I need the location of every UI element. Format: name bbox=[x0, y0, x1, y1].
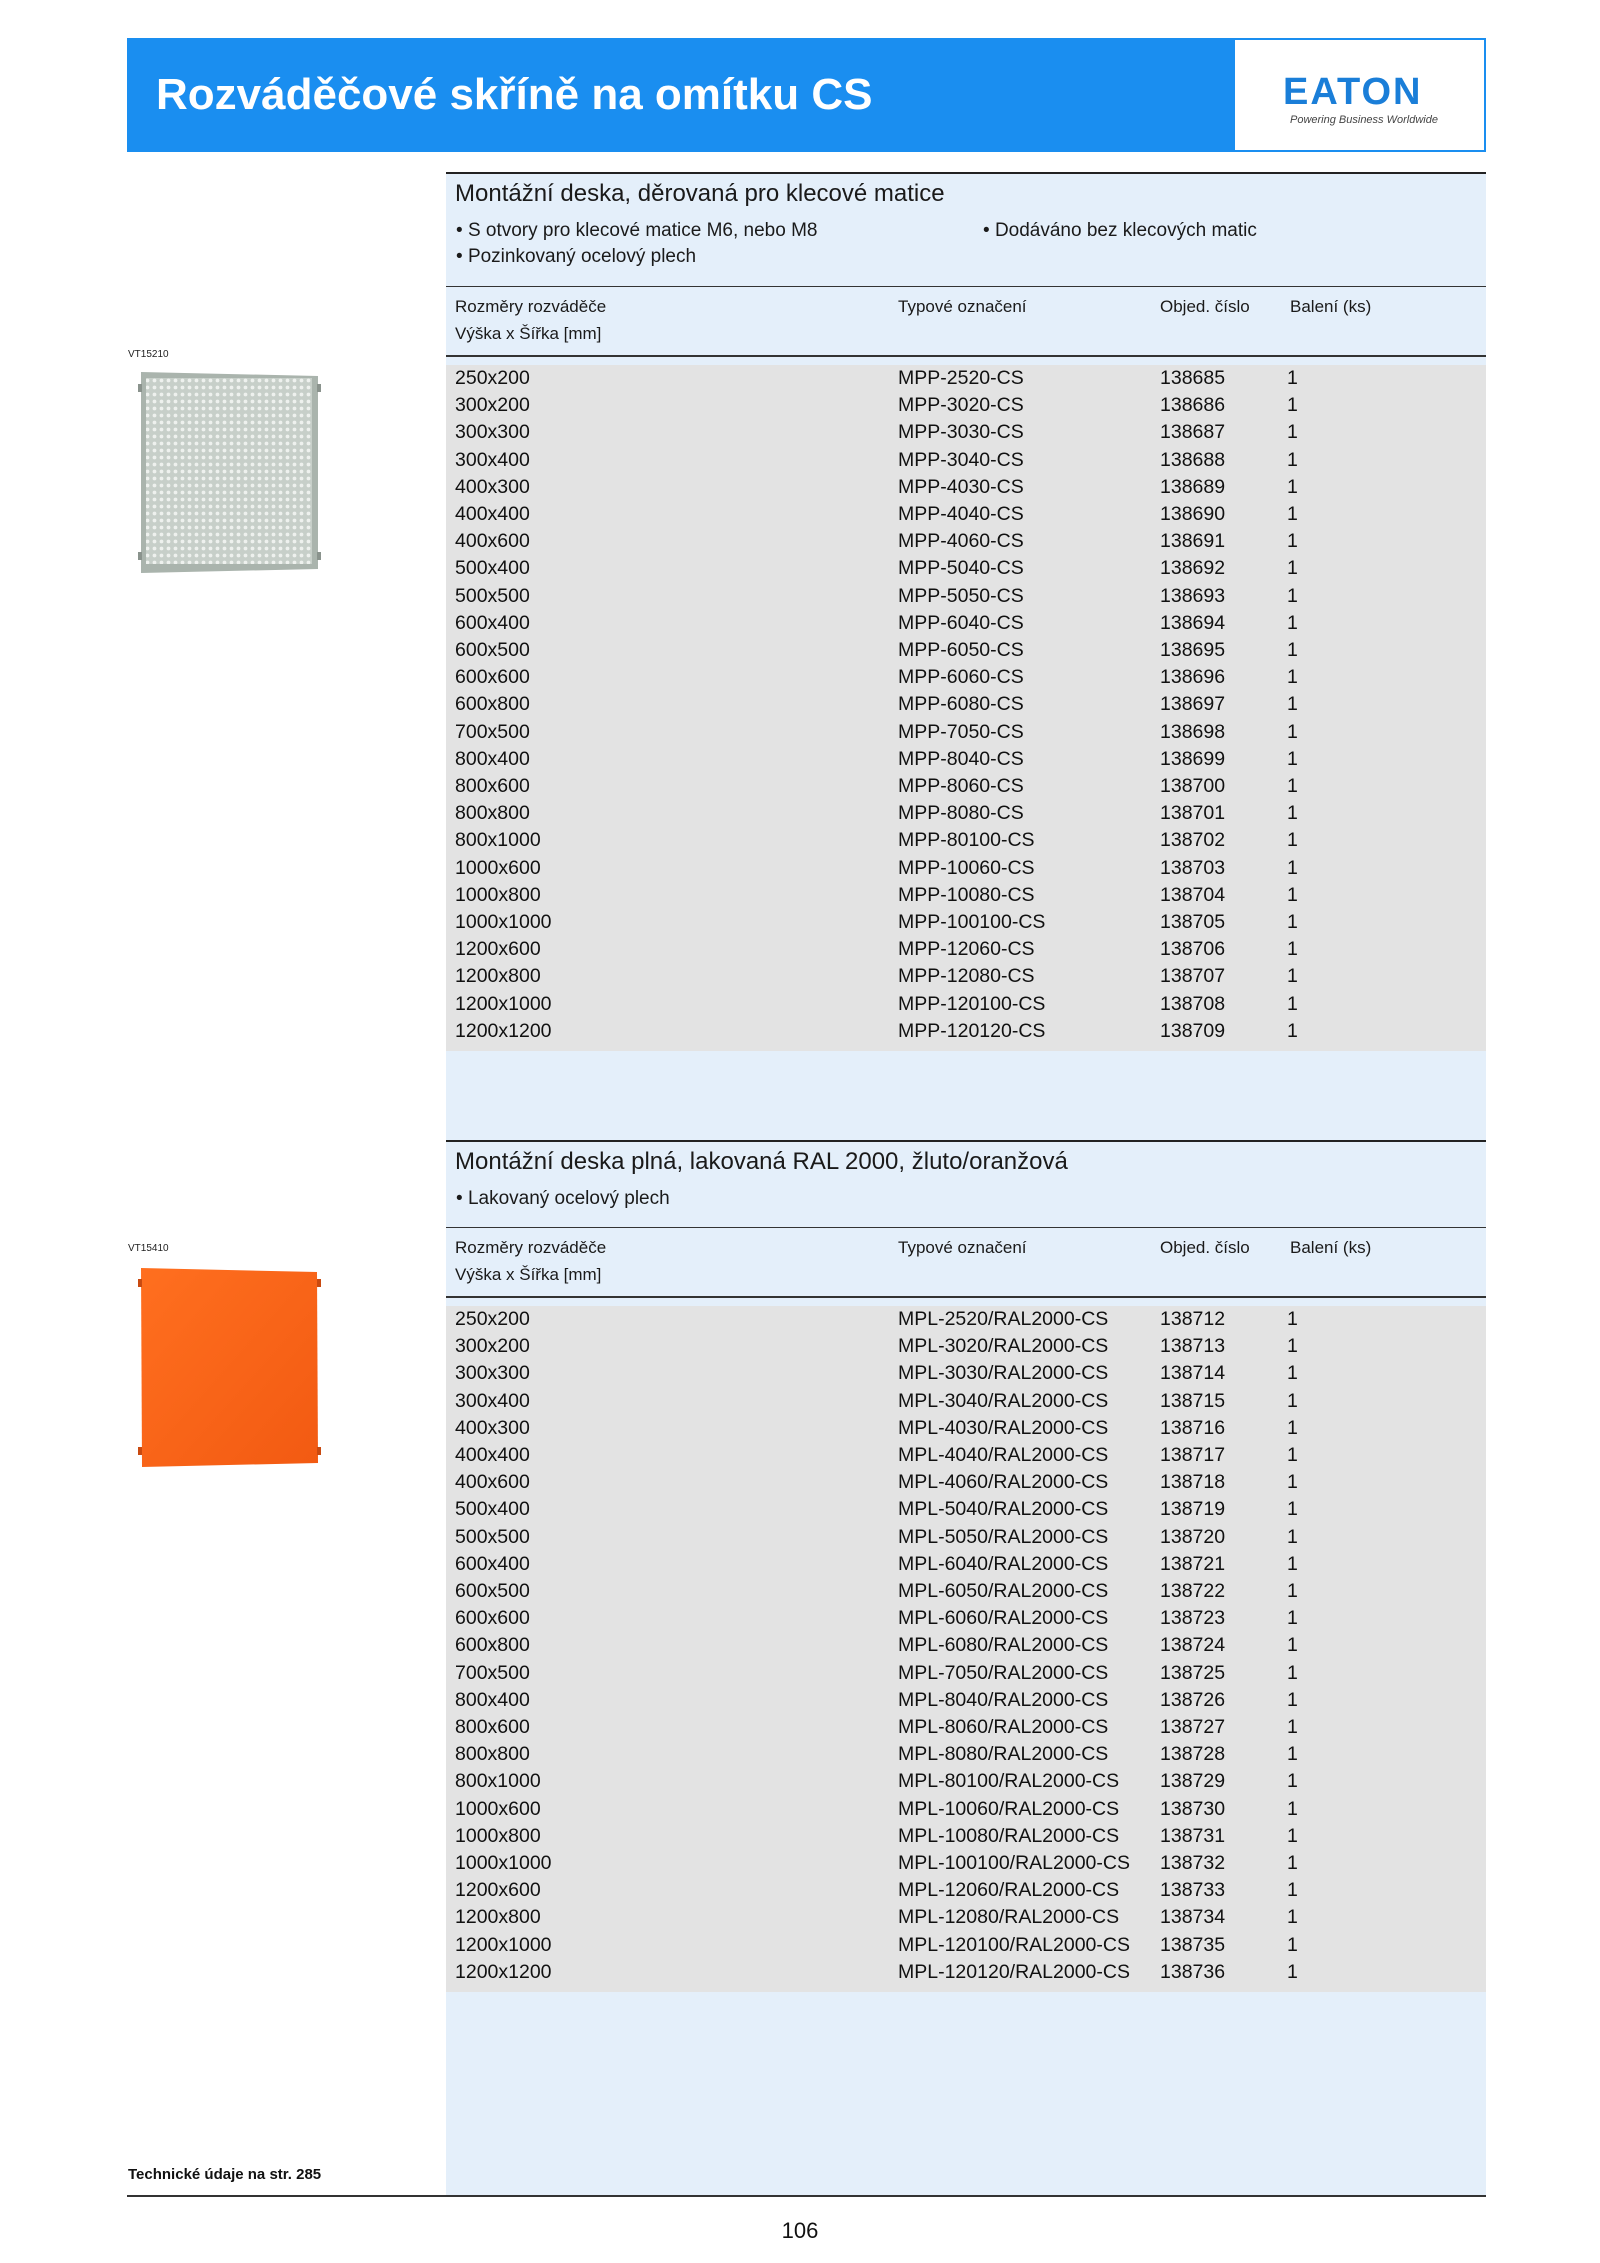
cell-order-number: 138726 bbox=[1160, 1688, 1226, 1711]
cell-type: MPL-120120/RAL2000-CS bbox=[898, 1960, 1130, 1983]
cell-pack: 1 bbox=[1287, 1416, 1298, 1439]
section2-title: Montážní deska plná, lakovaná RAL 2000, žluto/oranžová bbox=[455, 1148, 1068, 1175]
table-row bbox=[446, 365, 1486, 392]
cell-type: MPL-12080/RAL2000-CS bbox=[898, 1906, 1120, 1929]
cell-order-number: 138686 bbox=[1160, 394, 1226, 417]
cell-type: MPL-80100/RAL2000-CS bbox=[898, 1770, 1120, 1793]
cell-pack: 1 bbox=[1287, 1525, 1298, 1548]
cell-dimensions: 250x200 bbox=[455, 367, 530, 389]
cell-pack: 1 bbox=[1287, 1797, 1298, 1820]
cell-type: MPL-6080/RAL2000-CS bbox=[898, 1634, 1109, 1657]
cell-dimensions: 600x500 bbox=[455, 1580, 530, 1602]
cell-order-number: 138708 bbox=[1160, 992, 1226, 1015]
cell-dimensions: 1000x1000 bbox=[455, 1852, 552, 1874]
table-row bbox=[446, 1524, 1486, 1551]
cell-pack: 1 bbox=[1287, 530, 1298, 553]
cell-order-number: 138695 bbox=[1160, 639, 1226, 661]
cell-order-number: 138707 bbox=[1160, 965, 1226, 988]
cell-pack: 1 bbox=[1287, 693, 1298, 716]
section1-table-body bbox=[446, 365, 1486, 1051]
cell-order-number: 138727 bbox=[1160, 1716, 1226, 1738]
cell-pack: 1 bbox=[1287, 1824, 1298, 1847]
table-row bbox=[446, 1632, 1486, 1659]
table-row bbox=[446, 1904, 1486, 1931]
cell-pack: 1 bbox=[1287, 503, 1298, 525]
cell-order-number: 138706 bbox=[1160, 938, 1226, 961]
cell-dimensions: 1000x800 bbox=[455, 1824, 541, 1847]
cell-type: MPL-4040/RAL2000-CS bbox=[898, 1444, 1109, 1466]
cell-dimensions: 300x400 bbox=[455, 448, 530, 471]
column-header-order-number: Objed. číslo bbox=[1160, 1238, 1250, 1257]
cell-type: MPL-5050/RAL2000-CS bbox=[898, 1525, 1109, 1548]
cell-order-number: 138730 bbox=[1160, 1797, 1226, 1820]
cell-dimensions: 1000x800 bbox=[455, 883, 541, 906]
cell-pack: 1 bbox=[1287, 1471, 1298, 1494]
column-header-dimensions-unit: Výška x Šířka [mm] bbox=[455, 1265, 602, 1284]
cell-type: MPL-10080/RAL2000-CS bbox=[898, 1824, 1120, 1847]
cell-dimensions: 400x600 bbox=[455, 1471, 530, 1494]
cell-order-number: 138719 bbox=[1160, 1498, 1226, 1521]
table-row bbox=[446, 827, 1486, 854]
cell-pack: 1 bbox=[1287, 1960, 1298, 1983]
cell-dimensions: 300x200 bbox=[455, 394, 530, 417]
cell-dimensions: 1200x1200 bbox=[455, 1960, 552, 1983]
cell-dimensions: 1000x1000 bbox=[455, 911, 552, 933]
cell-dimensions: 400x400 bbox=[455, 1444, 530, 1466]
table-row bbox=[446, 1578, 1486, 1605]
cell-order-number: 138685 bbox=[1160, 367, 1226, 389]
column-header-dimensions-unit: Výška x Šířka [mm] bbox=[455, 324, 602, 343]
cell-pack: 1 bbox=[1287, 475, 1298, 498]
cell-pack: 1 bbox=[1287, 775, 1298, 797]
cell-order-number: 138731 bbox=[1160, 1824, 1226, 1847]
cell-pack: 1 bbox=[1287, 1335, 1298, 1358]
cell-type: MPL-5040/RAL2000-CS bbox=[898, 1498, 1109, 1521]
cell-type: MPL-4030/RAL2000-CS bbox=[898, 1416, 1109, 1439]
cell-pack: 1 bbox=[1287, 394, 1298, 417]
cell-pack: 1 bbox=[1287, 1019, 1298, 1042]
cell-order-number: 138696 bbox=[1160, 666, 1226, 689]
cell-order-number: 138724 bbox=[1160, 1634, 1226, 1657]
cell-type: MPP-7050-CS bbox=[898, 720, 1024, 743]
section2-table-body bbox=[446, 1306, 1486, 1992]
cell-dimensions: 600x800 bbox=[455, 693, 530, 716]
section1-bullet: • Dodáváno bez klecových matic bbox=[983, 220, 1257, 241]
cell-type: MPP-8060-CS bbox=[898, 775, 1024, 797]
table-row bbox=[446, 1877, 1486, 1904]
cell-pack: 1 bbox=[1287, 1634, 1298, 1657]
cell-pack: 1 bbox=[1287, 421, 1298, 444]
cell-pack: 1 bbox=[1287, 911, 1298, 933]
cell-order-number: 138716 bbox=[1160, 1416, 1226, 1439]
cell-type: MPL-120100/RAL2000-CS bbox=[898, 1933, 1130, 1956]
cell-pack: 1 bbox=[1287, 1607, 1298, 1630]
cell-dimensions: 800x400 bbox=[455, 747, 530, 770]
section2-bullet: • Lakovaný ocelový plech bbox=[456, 1188, 670, 1209]
cell-order-number: 138700 bbox=[1160, 775, 1226, 797]
table-row bbox=[446, 1741, 1486, 1768]
cell-pack: 1 bbox=[1287, 1688, 1298, 1711]
cell-dimensions: 300x400 bbox=[455, 1389, 530, 1412]
cell-order-number: 138717 bbox=[1160, 1444, 1226, 1466]
cell-dimensions: 800x400 bbox=[455, 1688, 530, 1711]
section2-top-rule bbox=[446, 1140, 1486, 1142]
table-row bbox=[446, 1932, 1486, 1959]
cell-dimensions: 1200x600 bbox=[455, 938, 541, 961]
cell-pack: 1 bbox=[1287, 611, 1298, 634]
cell-type: MPP-8040-CS bbox=[898, 747, 1024, 770]
cell-order-number: 138728 bbox=[1160, 1743, 1226, 1766]
section1-divider bbox=[446, 286, 1486, 287]
table-row bbox=[446, 447, 1486, 474]
table-row bbox=[446, 501, 1486, 528]
table-row bbox=[446, 419, 1486, 446]
table-row bbox=[446, 1768, 1486, 1795]
cell-order-number: 138732 bbox=[1160, 1852, 1226, 1874]
column-header-pack: Balení (ks) bbox=[1290, 297, 1372, 316]
cell-order-number: 138701 bbox=[1160, 802, 1226, 825]
column-header-type: Typové označení bbox=[898, 1238, 1027, 1257]
cell-pack: 1 bbox=[1287, 1444, 1298, 1466]
cell-order-number: 138712 bbox=[1160, 1308, 1226, 1330]
cell-dimensions: 600x600 bbox=[455, 666, 530, 689]
cell-order-number: 138725 bbox=[1160, 1661, 1226, 1684]
cell-order-number: 138705 bbox=[1160, 911, 1226, 933]
technical-data-footnote: Technické údaje na str. 285 bbox=[128, 2166, 322, 2183]
cell-dimensions: 500x500 bbox=[455, 1525, 530, 1548]
cell-type: MPP-120100-CS bbox=[898, 992, 1046, 1015]
cell-type: MPP-120120-CS bbox=[898, 1019, 1046, 1042]
cell-dimensions: 700x500 bbox=[455, 1661, 530, 1684]
footer-rule bbox=[127, 2195, 1486, 2197]
section1-title: Montážní deska, děrovaná pro klecové matice bbox=[455, 180, 945, 207]
table-row bbox=[446, 528, 1486, 555]
cell-pack: 1 bbox=[1287, 965, 1298, 988]
table-row bbox=[446, 1306, 1486, 1333]
cell-type: MPL-3030/RAL2000-CS bbox=[898, 1362, 1109, 1385]
cell-dimensions: 600x800 bbox=[455, 1634, 530, 1657]
cell-pack: 1 bbox=[1287, 1308, 1298, 1330]
cell-dimensions: 800x800 bbox=[455, 1743, 530, 1766]
section1-bullet: • S otvory pro klecové matice M6, nebo M8 bbox=[456, 220, 818, 241]
table-row bbox=[446, 392, 1486, 419]
table-row bbox=[446, 773, 1486, 800]
table-row bbox=[446, 1360, 1486, 1387]
cell-type: MPP-10080-CS bbox=[898, 883, 1035, 906]
table-row bbox=[446, 936, 1486, 963]
image-label-1: VT15210 bbox=[128, 349, 169, 360]
cell-pack: 1 bbox=[1287, 1580, 1298, 1602]
cell-type: MPP-3030-CS bbox=[898, 421, 1024, 444]
cell-pack: 1 bbox=[1287, 747, 1298, 770]
cell-order-number: 138722 bbox=[1160, 1580, 1226, 1602]
cell-dimensions: 800x600 bbox=[455, 775, 530, 797]
cell-type: MPL-6060/RAL2000-CS bbox=[898, 1607, 1109, 1630]
section2-header-rule bbox=[446, 1296, 1486, 1298]
cell-dimensions: 1200x600 bbox=[455, 1879, 541, 1902]
cell-dimensions: 500x500 bbox=[455, 584, 530, 607]
section2-divider bbox=[446, 1227, 1486, 1228]
table-row bbox=[446, 555, 1486, 582]
cell-dimensions: 1000x600 bbox=[455, 856, 541, 879]
cell-type: MPP-4030-CS bbox=[898, 475, 1024, 498]
cell-pack: 1 bbox=[1287, 1362, 1298, 1385]
table-row bbox=[446, 1018, 1486, 1045]
cell-order-number: 138687 bbox=[1160, 421, 1226, 444]
page-number: 106 bbox=[781, 2218, 819, 2243]
cell-type: MPP-12080-CS bbox=[898, 965, 1035, 988]
logo-tagline: Powering Business Worldwide bbox=[1290, 114, 1438, 126]
column-header-order-number: Objed. číslo bbox=[1160, 297, 1250, 316]
cell-type: MPP-6050-CS bbox=[898, 639, 1024, 661]
table-row bbox=[446, 963, 1486, 990]
table-row bbox=[446, 1333, 1486, 1360]
column-header-type: Typové označení bbox=[898, 297, 1027, 316]
logo-wordmark: EATON bbox=[1283, 71, 1423, 113]
cell-pack: 1 bbox=[1287, 938, 1298, 961]
table-row bbox=[446, 1660, 1486, 1687]
page-title: Rozváděčové skříně na omítku CS bbox=[156, 70, 873, 119]
table-row bbox=[446, 637, 1486, 664]
cell-dimensions: 600x400 bbox=[455, 611, 530, 634]
table-row bbox=[446, 664, 1486, 691]
cell-order-number: 138702 bbox=[1160, 829, 1226, 852]
cell-dimensions: 600x400 bbox=[455, 1552, 530, 1575]
cell-pack: 1 bbox=[1287, 1879, 1298, 1902]
table-row bbox=[446, 1469, 1486, 1496]
cell-type: MPP-6040-CS bbox=[898, 611, 1024, 634]
cell-dimensions: 250x200 bbox=[455, 1308, 530, 1330]
cell-type: MPP-5040-CS bbox=[898, 557, 1024, 580]
cell-type: MPL-6050/RAL2000-CS bbox=[898, 1580, 1109, 1602]
cell-pack: 1 bbox=[1287, 557, 1298, 580]
cell-type: MPP-3040-CS bbox=[898, 448, 1024, 471]
cell-type: MPP-12060-CS bbox=[898, 938, 1035, 961]
section1-top-rule bbox=[446, 172, 1486, 174]
eaton-logo bbox=[1235, 40, 1484, 150]
table-row bbox=[446, 1605, 1486, 1632]
table-row bbox=[446, 610, 1486, 637]
cell-pack: 1 bbox=[1287, 448, 1298, 471]
page-header bbox=[127, 38, 1486, 152]
cell-dimensions: 300x200 bbox=[455, 1335, 530, 1358]
cell-type: MPL-100100/RAL2000-CS bbox=[898, 1852, 1130, 1874]
table-row bbox=[446, 991, 1486, 1018]
cell-type: MPL-3020/RAL2000-CS bbox=[898, 1335, 1109, 1358]
cell-dimensions: 400x300 bbox=[455, 475, 530, 498]
cell-pack: 1 bbox=[1287, 856, 1298, 879]
cell-order-number: 138692 bbox=[1160, 557, 1226, 580]
table-row bbox=[446, 1415, 1486, 1442]
cell-type: MPP-2520-CS bbox=[898, 367, 1024, 389]
cell-pack: 1 bbox=[1287, 1716, 1298, 1738]
table-row bbox=[446, 1496, 1486, 1523]
perforated-plate-image bbox=[137, 370, 322, 575]
cell-pack: 1 bbox=[1287, 1933, 1298, 1956]
cell-pack: 1 bbox=[1287, 666, 1298, 689]
cell-pack: 1 bbox=[1287, 1743, 1298, 1766]
cell-pack: 1 bbox=[1287, 1906, 1298, 1929]
cell-order-number: 138736 bbox=[1160, 1960, 1226, 1983]
cell-dimensions: 500x400 bbox=[455, 557, 530, 580]
table-row bbox=[446, 882, 1486, 909]
cell-order-number: 138713 bbox=[1160, 1335, 1226, 1358]
cell-type: MPP-4060-CS bbox=[898, 530, 1024, 553]
cell-type: MPL-8060/RAL2000-CS bbox=[898, 1716, 1109, 1738]
cell-order-number: 138718 bbox=[1160, 1471, 1226, 1494]
cell-order-number: 138733 bbox=[1160, 1879, 1226, 1902]
cell-dimensions: 800x1000 bbox=[455, 1770, 541, 1793]
cell-pack: 1 bbox=[1287, 367, 1298, 389]
table-row bbox=[446, 1823, 1486, 1850]
cell-dimensions: 1200x1000 bbox=[455, 992, 552, 1015]
table-row bbox=[446, 1959, 1486, 1986]
cell-order-number: 138690 bbox=[1160, 503, 1226, 525]
cell-pack: 1 bbox=[1287, 584, 1298, 607]
section1-bullet: • Pozinkovaný ocelový plech bbox=[456, 246, 697, 267]
cell-dimensions: 700x500 bbox=[455, 720, 530, 743]
table-row bbox=[446, 1850, 1486, 1877]
cell-type: MPL-2520/RAL2000-CS bbox=[898, 1308, 1109, 1330]
cell-dimensions: 800x600 bbox=[455, 1716, 530, 1738]
column-header-pack: Balení (ks) bbox=[1290, 1238, 1372, 1257]
cell-order-number: 138721 bbox=[1160, 1552, 1226, 1575]
section1-header-rule bbox=[446, 355, 1486, 357]
cell-pack: 1 bbox=[1287, 1852, 1298, 1874]
cell-dimensions: 1200x800 bbox=[455, 1906, 541, 1929]
cell-pack: 1 bbox=[1287, 1389, 1298, 1412]
cell-type: MPP-6060-CS bbox=[898, 666, 1024, 689]
cell-type: MPL-8080/RAL2000-CS bbox=[898, 1743, 1109, 1766]
cell-pack: 1 bbox=[1287, 1661, 1298, 1684]
table-row bbox=[446, 855, 1486, 882]
cell-order-number: 138734 bbox=[1160, 1906, 1226, 1929]
cell-order-number: 138709 bbox=[1160, 1019, 1226, 1042]
cell-order-number: 138689 bbox=[1160, 475, 1226, 498]
cell-dimensions: 600x600 bbox=[455, 1607, 530, 1630]
cell-order-number: 138714 bbox=[1160, 1362, 1226, 1385]
cell-type: MPL-4060/RAL2000-CS bbox=[898, 1471, 1109, 1494]
cell-order-number: 138735 bbox=[1160, 1933, 1226, 1956]
cell-order-number: 138694 bbox=[1160, 611, 1226, 634]
column-header-dimensions: Rozměry rozváděče bbox=[455, 1238, 607, 1257]
cell-dimensions: 1200x800 bbox=[455, 965, 541, 988]
table-row bbox=[446, 1388, 1486, 1415]
table-row bbox=[446, 583, 1486, 610]
cell-dimensions: 1200x1000 bbox=[455, 1933, 552, 1956]
table-row bbox=[446, 1551, 1486, 1578]
cell-dimensions: 800x1000 bbox=[455, 829, 541, 852]
cell-dimensions: 400x600 bbox=[455, 530, 530, 553]
cell-order-number: 138693 bbox=[1160, 584, 1226, 607]
table-row bbox=[446, 719, 1486, 746]
table-row bbox=[446, 1796, 1486, 1823]
cell-type: MPL-10060/RAL2000-CS bbox=[898, 1797, 1120, 1820]
cell-pack: 1 bbox=[1287, 639, 1298, 661]
cell-type: MPP-5050-CS bbox=[898, 584, 1024, 607]
table-row bbox=[446, 1714, 1486, 1741]
cell-order-number: 138703 bbox=[1160, 856, 1226, 879]
cell-pack: 1 bbox=[1287, 1552, 1298, 1575]
image-label-2: VT15410 bbox=[128, 1243, 169, 1254]
cell-type: MPL-3040/RAL2000-CS bbox=[898, 1389, 1109, 1412]
cell-dimensions: 500x400 bbox=[455, 1498, 530, 1521]
table-row bbox=[446, 1687, 1486, 1714]
cell-order-number: 138723 bbox=[1160, 1607, 1226, 1630]
cell-pack: 1 bbox=[1287, 1498, 1298, 1521]
orange-plate-image bbox=[137, 1265, 322, 1470]
cell-dimensions: 600x500 bbox=[455, 639, 530, 661]
cell-order-number: 138698 bbox=[1160, 720, 1226, 743]
cell-dimensions: 1000x600 bbox=[455, 1797, 541, 1820]
table-row bbox=[446, 909, 1486, 936]
cell-pack: 1 bbox=[1287, 1770, 1298, 1793]
cell-type: MPP-4040-CS bbox=[898, 503, 1024, 525]
cell-pack: 1 bbox=[1287, 829, 1298, 852]
column-header-dimensions: Rozměry rozváděče bbox=[455, 297, 607, 316]
cell-dimensions: 300x300 bbox=[455, 421, 530, 444]
cell-order-number: 138729 bbox=[1160, 1770, 1226, 1793]
cell-type: MPL-12060/RAL2000-CS bbox=[898, 1879, 1120, 1902]
cell-type: MPL-8040/RAL2000-CS bbox=[898, 1688, 1109, 1711]
cell-order-number: 138720 bbox=[1160, 1525, 1226, 1548]
cell-pack: 1 bbox=[1287, 802, 1298, 825]
cell-dimensions: 400x400 bbox=[455, 503, 530, 525]
cell-type: MPP-80100-CS bbox=[898, 829, 1035, 852]
cell-order-number: 138715 bbox=[1160, 1389, 1226, 1412]
cell-pack: 1 bbox=[1287, 992, 1298, 1015]
table-row bbox=[446, 800, 1486, 827]
cell-pack: 1 bbox=[1287, 720, 1298, 743]
cell-order-number: 138697 bbox=[1160, 693, 1226, 716]
cell-dimensions: 300x300 bbox=[455, 1362, 530, 1385]
cell-type: MPL-7050/RAL2000-CS bbox=[898, 1661, 1109, 1684]
cell-dimensions: 1200x1200 bbox=[455, 1019, 552, 1042]
cell-type: MPL-6040/RAL2000-CS bbox=[898, 1552, 1109, 1575]
cell-type: MPP-3020-CS bbox=[898, 394, 1024, 417]
cell-type: MPP-6080-CS bbox=[898, 693, 1024, 716]
cell-order-number: 138691 bbox=[1160, 530, 1226, 553]
cell-order-number: 138704 bbox=[1160, 883, 1226, 906]
table-row bbox=[446, 1442, 1486, 1469]
cell-type: MPP-100100-CS bbox=[898, 911, 1046, 933]
cell-type: MPP-8080-CS bbox=[898, 802, 1024, 825]
table-row bbox=[446, 474, 1486, 501]
cell-order-number: 138699 bbox=[1160, 747, 1226, 770]
cell-type: MPP-10060-CS bbox=[898, 856, 1035, 879]
cell-pack: 1 bbox=[1287, 883, 1298, 906]
table-row bbox=[446, 746, 1486, 773]
cell-order-number: 138688 bbox=[1160, 448, 1226, 471]
cell-dimensions: 800x800 bbox=[455, 802, 530, 825]
cell-dimensions: 400x300 bbox=[455, 1416, 530, 1439]
table-row bbox=[446, 691, 1486, 718]
